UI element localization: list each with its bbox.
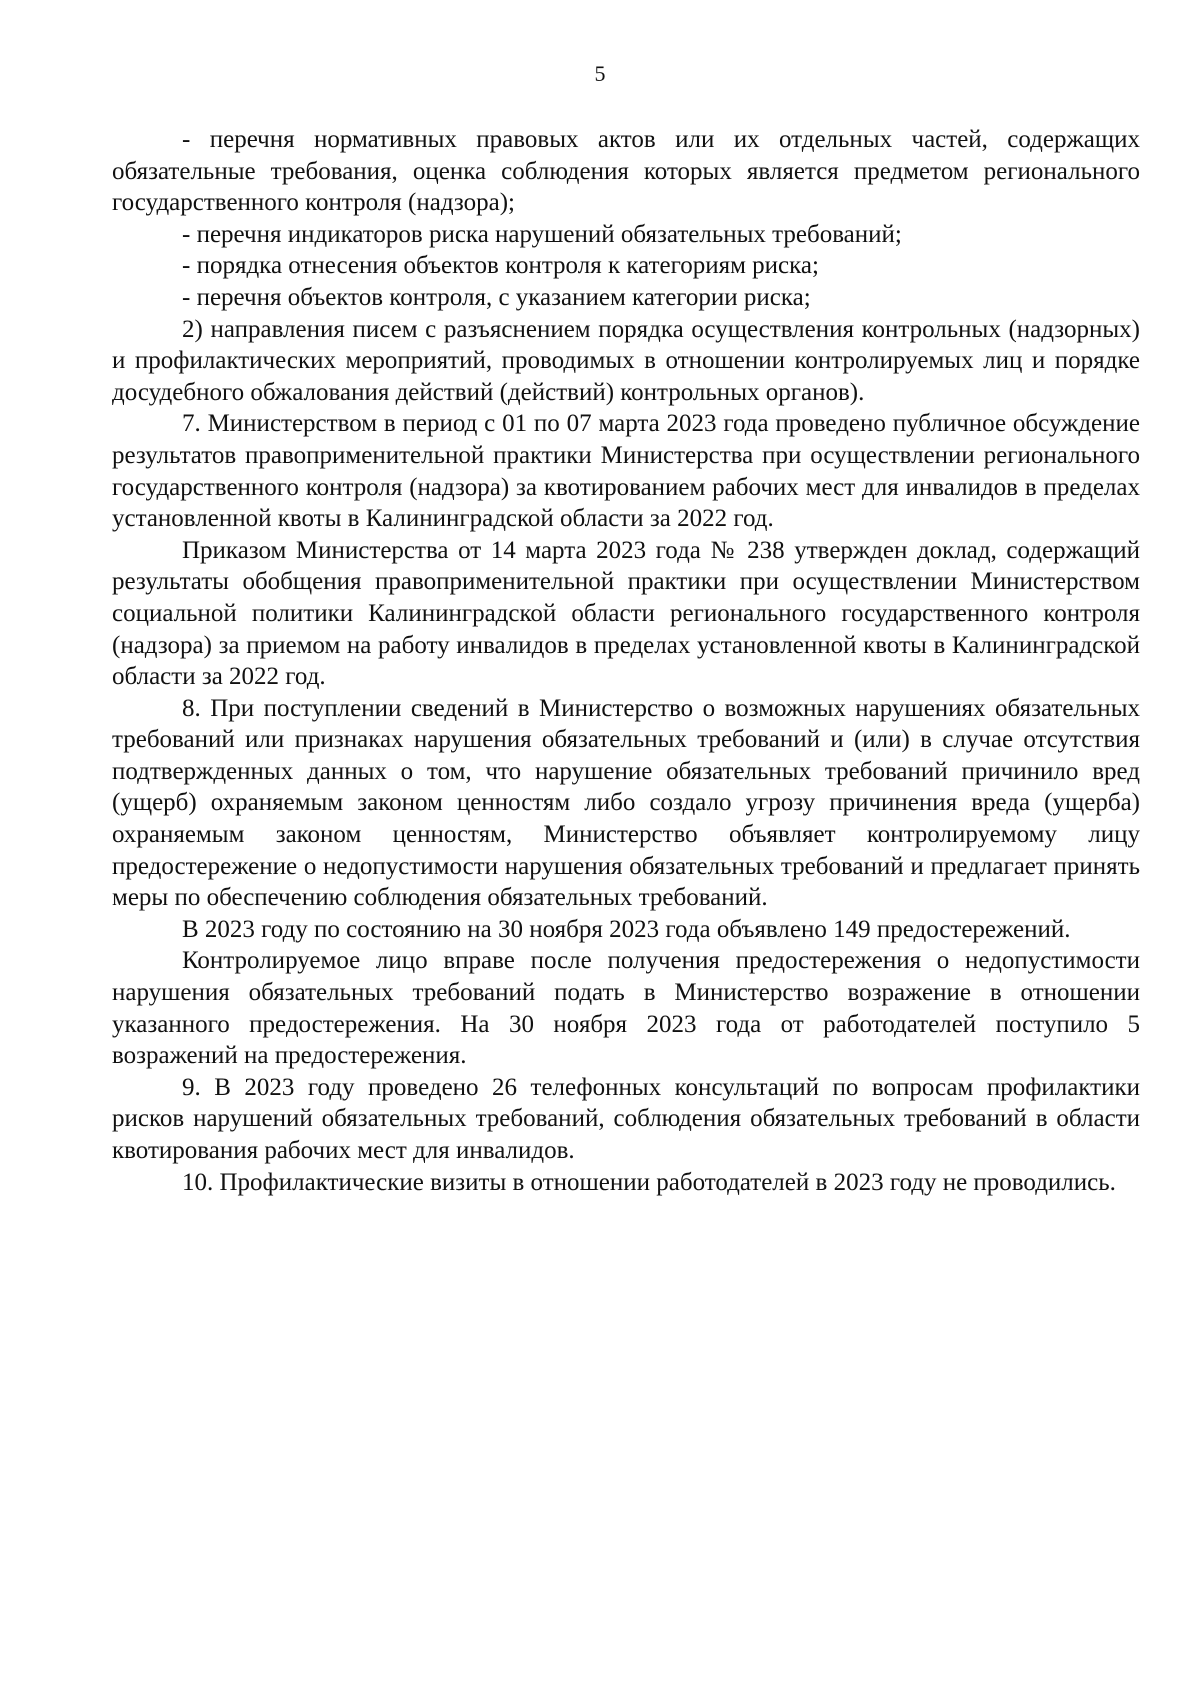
paragraph-list-item-4: - перечня объектов контроля, с указанием категории риска;: [182, 283, 811, 311]
paragraph-list-item-3: - порядка отнесения объектов контроля к категориям риска;: [182, 252, 819, 280]
paragraph-item-2-letters: 2) направления писем с разъяснением порядка осуществления контрольных (надзорных) и профилактических мероприятий, проводимых в отношении контролируемых лиц и порядке досудебного обжалования действий (действий) контрольных органов).: [112, 315, 1140, 406]
page-number: 5: [594, 61, 606, 86]
document-body: [112, 124, 1140, 1198]
paragraph-objections: Контролируемое лицо вправе после получения предостережения о недопустимости нарушения обязательных требований подать в Министерство возражение в отношении указанного предостережения. На 30 ноября 2023 года от работодателей поступило 5 возражений на предостережения.: [112, 947, 1140, 1070]
paragraph-section-10: 10. Профилактические визиты в отношении работодателей в 2023 году не проводились.: [182, 1168, 1116, 1196]
paragraph-warnings-count: В 2023 году по состоянию на 30 ноября 2023 года объявлено 149 предостережений.: [182, 915, 1071, 943]
paragraph-list-item-2: - перечня индикаторов риска нарушений обязательных требований;: [182, 220, 902, 248]
paragraph-list-item-1: - перечня нормативных правовых актов или их отдельных частей, содержащих обязательные требования, оценка соблюдения которых является предметом регионального государственного контроля (надзора);: [112, 126, 1140, 217]
paragraph-section-8: 8. При поступлении сведений в Министерство о возможных нарушениях обязательных требований или признаках нарушения обязательных требований и (или) в случае отсутствия подтвержденных данных о том, что нарушение обязательных требований причинило вред (ущерб) охраняемым законом ценностям либо создало угрозу причинения вреда (ущерба) охраняемым законом ценностям, Министерство объявляет контролируемому лицу предостережение о недопустимости нарушения обязательных требований и предлагает принять меры по обеспечению соблюдения обязательных требований.: [112, 694, 1140, 912]
paragraph-order-report: Приказом Министерства от 14 марта 2023 года № 238 утвержден доклад, содержащий результаты обобщения правоприменительной практики при осуществлении Министерством социальной политики Калининградской области регионального государственного контроля (надзора) за приемом на работу инвалидов в пределах установленной квоты в Калининградской области за 2022 год.: [112, 536, 1140, 691]
paragraph-section-9: 9. В 2023 году проведено 26 телефонных консультаций по вопросам профилактики рисков нарушений обязательных требований, соблюдения обязательных требований в области квотирования рабочих мест для инвалидов.: [112, 1073, 1140, 1164]
paragraph-section-7: 7. Министерством в период с 01 по 07 марта 2023 года проведено публичное обсуждение результатов правоприменительной практики Министерства при осуществлении регионального государственного контроля (надзора) за квотированием рабочих мест для инвалидов в пределах установленной квоты в Калининградской области за 2022 год.: [112, 410, 1140, 533]
